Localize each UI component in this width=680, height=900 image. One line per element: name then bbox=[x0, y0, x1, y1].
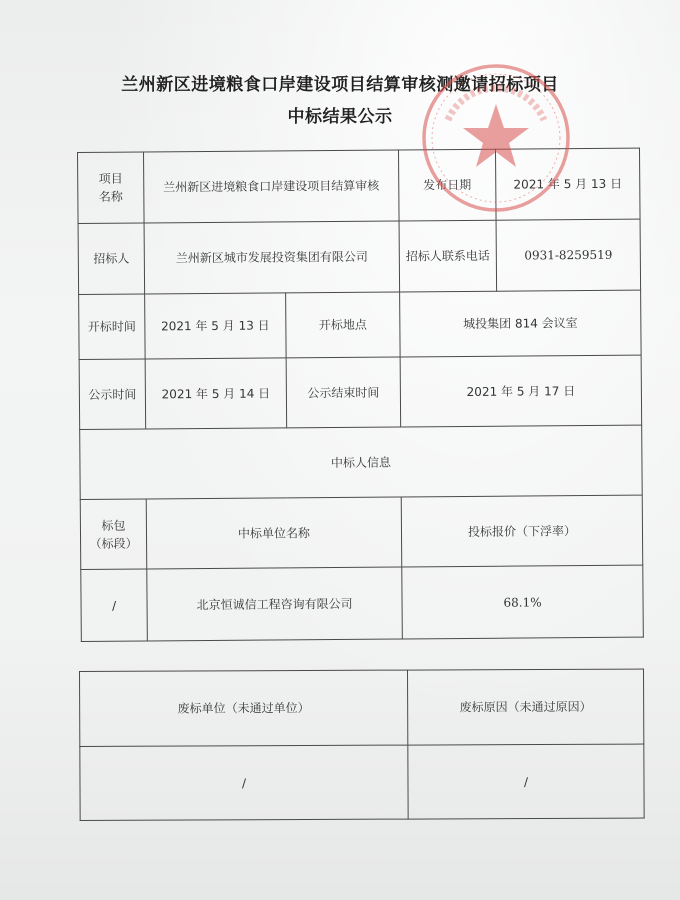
project-name-value: 兰州新区进境粮食口岸建设项目结算审核 bbox=[144, 150, 400, 223]
publicity-time-label: 公示时间 bbox=[79, 359, 146, 430]
opening-place-value: 城投集团 814 会议室 bbox=[400, 290, 642, 357]
opening-time-label: 开标时间 bbox=[79, 294, 146, 360]
publicity-time-value: 2021 年 5 月 14 日 bbox=[145, 358, 287, 429]
publicity-end-value: 2021 年 5 月 17 日 bbox=[400, 355, 642, 427]
publicity-end-label: 公示结束时间 bbox=[286, 357, 401, 428]
table-row bbox=[79, 290, 642, 359]
document-title-line2: 中标结果公示 bbox=[287, 107, 393, 127]
winner-price-cell: 68.1% bbox=[402, 565, 644, 639]
table-row bbox=[80, 425, 643, 499]
winner-col-price: 投标报价（下浮率） bbox=[401, 495, 643, 567]
invalid-unit-cell: / bbox=[80, 745, 408, 820]
tenderer-phone-value: 0931-8259519 bbox=[496, 219, 641, 291]
invalid-bid-table bbox=[79, 669, 645, 821]
table-row bbox=[78, 219, 641, 294]
table-row bbox=[80, 669, 644, 746]
tenderer-label: 招标人 bbox=[78, 223, 145, 295]
invalid-reason-cell: / bbox=[408, 744, 644, 819]
winner-section-heading: 中标人信息 bbox=[80, 425, 643, 499]
publish-date-label: 发布日期 bbox=[399, 149, 497, 221]
table-row bbox=[80, 744, 644, 820]
table-row bbox=[79, 355, 642, 429]
tenderer-phone-label: 招标人联系电话 bbox=[399, 220, 497, 292]
publish-date-value: 2021 年 5 月 13 日 bbox=[496, 148, 641, 220]
invalid-col-unit: 废标单位（未通过单位） bbox=[80, 670, 408, 746]
bid-info-table bbox=[77, 148, 644, 642]
opening-place-label: 开标地点 bbox=[286, 292, 401, 358]
project-name-label: 项目 名称 bbox=[78, 152, 145, 224]
table-row bbox=[81, 565, 644, 641]
table-row bbox=[80, 495, 643, 569]
tenderer-value: 兰州新区城市发展投资集团有限公司 bbox=[144, 221, 400, 294]
document-title-line1: 兰州新区进境粮食口岸建设项目结算审核测邀请招标项目 bbox=[121, 75, 559, 95]
winner-col-lot: 标包 （标段） bbox=[80, 499, 147, 570]
winner-name-cell: 北京恒诚信工程咨询有限公司 bbox=[147, 567, 403, 641]
company-seal bbox=[418, 60, 574, 216]
invalid-col-reason: 废标原因（未通过原因） bbox=[407, 669, 643, 745]
star-icon bbox=[463, 104, 529, 167]
winner-col-name: 中标单位名称 bbox=[146, 497, 402, 569]
winner-lot-cell: / bbox=[81, 569, 148, 642]
opening-time-value: 2021 年 5 月 13 日 bbox=[145, 293, 287, 359]
